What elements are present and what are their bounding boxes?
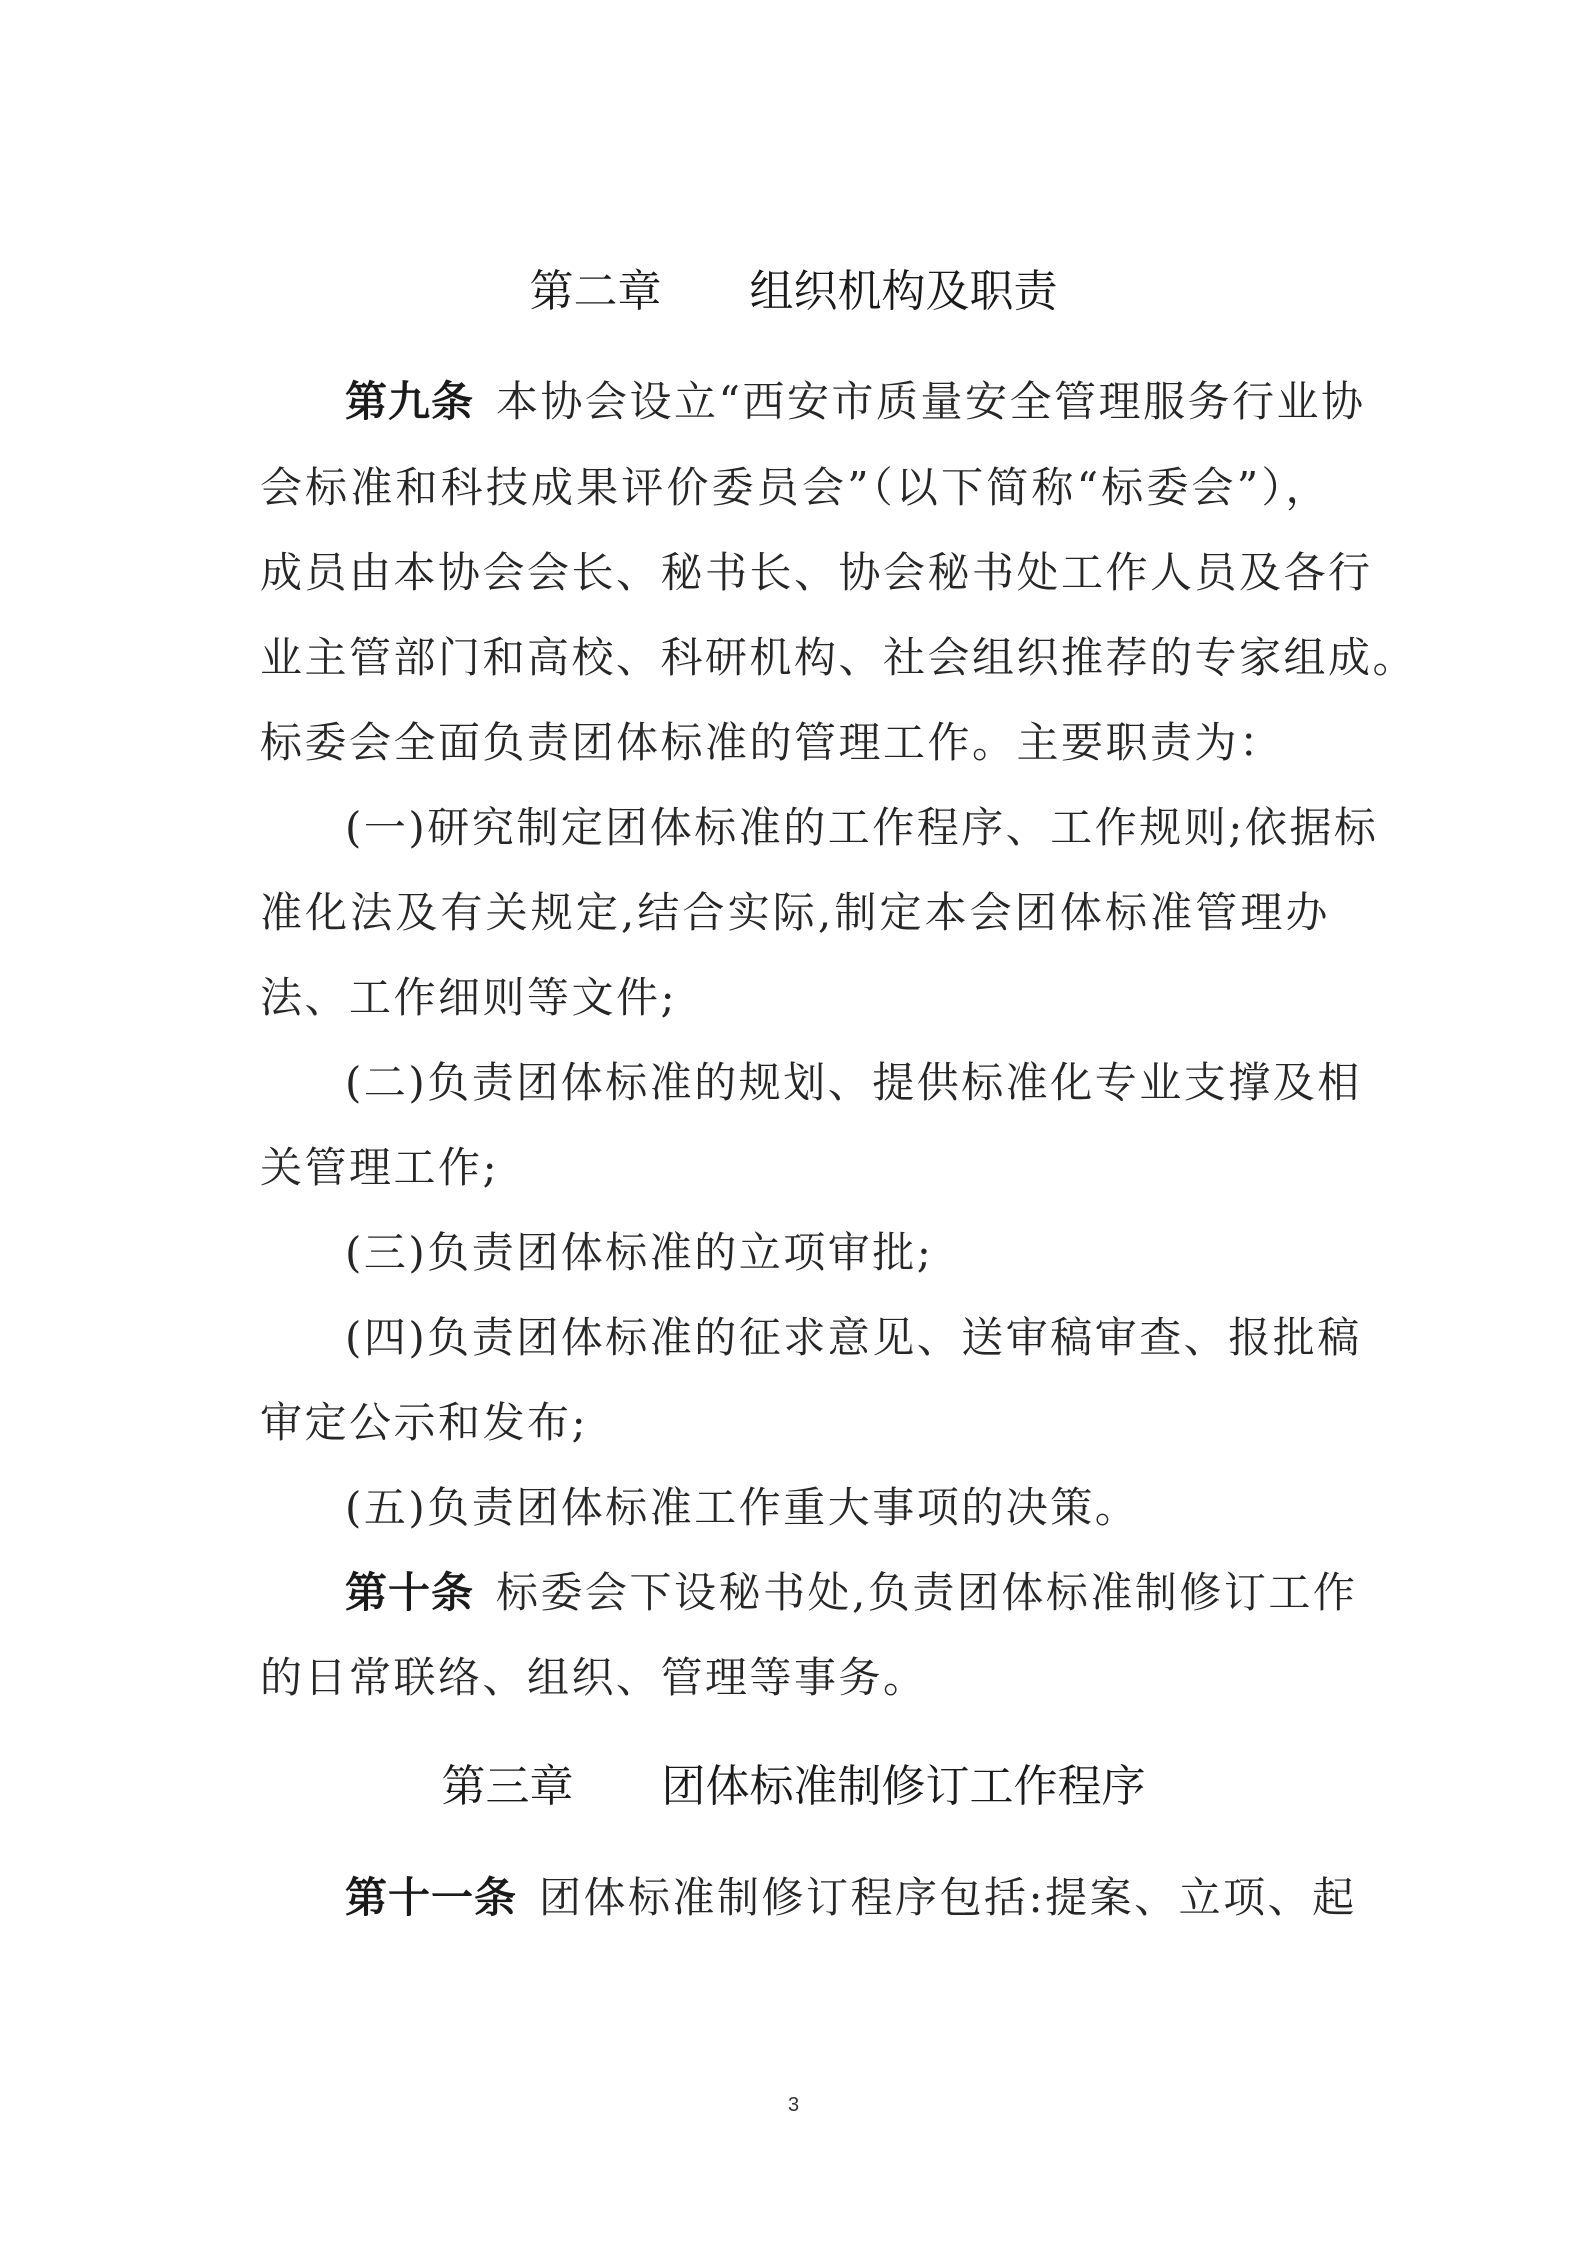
article-9-line-1 (345, 372, 1366, 432)
item-1-line-1: (一)研究制定团体标准的工作程序、工作规则;依据标 (345, 803, 1379, 852)
chapter-3-number: 第三章 (441, 1761, 574, 1812)
article-9-text-1: 本协会设立“西安市质量安全管理服务行业协 (496, 377, 1366, 426)
article-11-line-1 (345, 1868, 1357, 1928)
item-1-line-2: 准化法及有关规定,结合实际,制定本会团体标准管理办 (260, 888, 1330, 937)
chapter-2-heading (0, 262, 1587, 322)
article-10-line-2: 的日常联络、组织、管理等事务。 (260, 1653, 928, 1702)
article-9-line-4: 业主管部门和高校、科研机构、社会组织推荐的专家组成。 (260, 633, 1418, 682)
article-9-line-5: 标委会全面负责团体标准的管理工作。主要职责为： (260, 718, 1284, 767)
chapter-2-number: 第二章 (529, 266, 662, 317)
chapter-3-title: 团体标准制修订工作程序 (661, 1761, 1146, 1812)
article-10-text-1: 标委会下设秘书处,负责团体标准制修订工作 (496, 1568, 1358, 1617)
item-5-line-1: (五)负责团体标准工作重大事项的决策。 (345, 1483, 1140, 1532)
item-2-line-2: 关管理工作; (260, 1143, 500, 1192)
article-11-text-1: 团体标准制修订程序包括:提案、立项、起 (539, 1873, 1357, 1922)
item-4-line-2: 审定公示和发布; (260, 1398, 589, 1447)
chapter-2-title: 组织机构及职责 (749, 266, 1058, 317)
article-9-line-2: 会标准和科技成果评价委员会”（以下简称“标委会”）， (260, 463, 1330, 512)
item-1-line-3: 法、工作细则等文件; (260, 973, 678, 1022)
page-number: 3 (787, 2094, 800, 2116)
article-9-label: 第九条 (345, 377, 475, 426)
article-10-label: 第十条 (345, 1568, 475, 1617)
chapter-3-heading (0, 1757, 1587, 1817)
item-4-line-1: (四)负责团体标准的征求意见、送审稿审查、报批稿 (345, 1313, 1362, 1362)
article-11-label: 第十一条 (345, 1873, 518, 1922)
article-10-line-1 (345, 1563, 1358, 1623)
item-3-line-1: (三)负责团体标准的立项审批; (345, 1228, 934, 1277)
article-9-line-3: 成员由本协会会长、秘书长、协会秘书处工作人员及各行 (260, 548, 1373, 597)
item-2-line-1: (二)负责团体标准的规划、提供标准化专业支撑及相 (345, 1058, 1362, 1107)
